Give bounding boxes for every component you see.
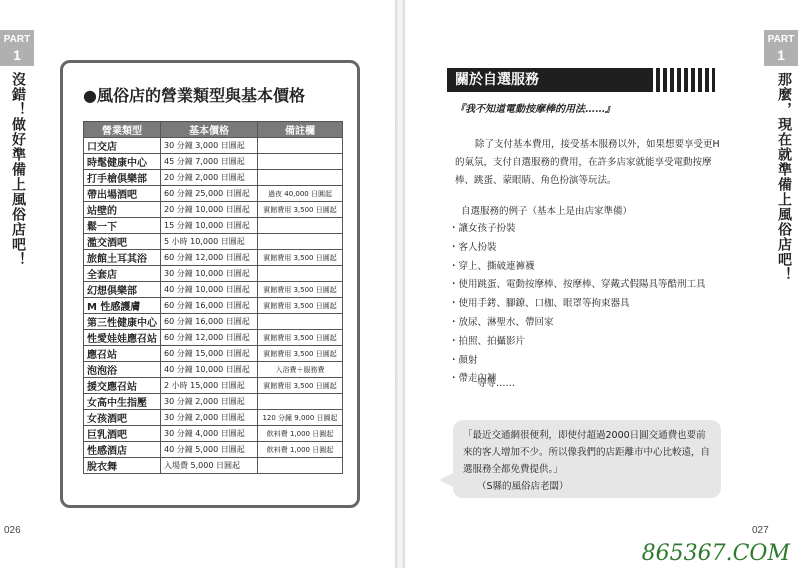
cell-note <box>258 314 343 330</box>
list-item: ・拍照、拍攝影片 <box>449 335 526 347</box>
cell-note: 賓館費用 3,500 日圓起 <box>258 202 343 218</box>
cell-price: 15 分鐘 10,000 日圓起 <box>161 218 258 234</box>
cell-price: 20 分鐘 2,000 日圓起 <box>161 170 258 186</box>
part-label: PART <box>3 34 31 45</box>
list-item: ・客人扮裝 <box>449 241 497 253</box>
table-row <box>84 426 343 442</box>
cell-type: 時髦健康中心 <box>84 154 161 170</box>
cell-type: 站壁的 <box>84 202 161 218</box>
cell-type: 巨乳酒吧 <box>84 426 161 442</box>
part-tab <box>0 30 34 66</box>
table-row <box>84 458 343 474</box>
cell-type: 泡泡浴 <box>84 362 161 378</box>
table-row <box>84 298 343 314</box>
side-title: 沒錯！做好準備上風俗店吧！ <box>10 72 26 267</box>
list-item: ・帶走內褲 <box>449 373 497 385</box>
cell-price: 5 小時 10,000 日圓起 <box>161 234 258 250</box>
right-page <box>405 0 800 568</box>
table-row <box>84 266 343 282</box>
table-row <box>84 234 343 250</box>
page-number: 027 <box>752 525 769 536</box>
cell-price: 30 分鐘 3,000 日圓起 <box>161 138 258 154</box>
examples-list <box>449 220 706 389</box>
title-stripes <box>649 68 715 92</box>
bubble-text: 「最近交通網很便利，即使付超過2000日圓交通費也要前來的客人增加不少。所以像我們的店距離市中心比較遠，自選服務全都免費提供。」 <box>463 430 711 475</box>
cell-note <box>258 394 343 410</box>
cell-price: 30 分鐘 2,000 日圓起 <box>161 394 258 410</box>
cell-price: 入場費 5,000 日圓起 <box>161 458 258 474</box>
cell-type: 援交應召站 <box>84 378 161 394</box>
cell-type: 第三性健康中心 <box>84 314 161 330</box>
table-header-row <box>84 122 343 138</box>
cell-note <box>258 234 343 250</box>
cell-type: 鬆一下 <box>84 218 161 234</box>
table-row <box>84 378 343 394</box>
examples-title: 自選服務的例子（基本上是由店家準備） <box>461 206 633 217</box>
cell-note: 賓館費用 3,500 日圓起 <box>258 250 343 266</box>
cell-note: 飲料費 1,000 日圓起 <box>258 442 343 458</box>
cell-type: 全套店 <box>84 266 161 282</box>
cell-type: 女高中生指壓 <box>84 394 161 410</box>
bubble-source: （S縣的風俗店老闆） <box>477 481 569 492</box>
cell-price: 60 分鐘 12,000 日圓起 <box>161 250 258 266</box>
page-number: 026 <box>4 525 21 536</box>
table-row <box>84 330 343 346</box>
cell-note <box>258 138 343 154</box>
header-note: 備註欄 <box>258 122 343 138</box>
list-item: ・讓女孩子扮裝 <box>449 223 516 234</box>
table-row <box>84 154 343 170</box>
cell-type: 性愛娃娃應召站 <box>84 330 161 346</box>
body-paragraph: 除了支付基本費用，接受基本服務以外，如果想要享受更H的氣氛，支付自選服務的費用，在許多店家就能享受電動按摩棒、跳蛋、蒙眼睛、角色扮演等玩法。 <box>455 139 720 186</box>
cell-price: 60 分鐘 25,000 日圓起 <box>161 186 258 202</box>
list-item: ・穿上、撕破連褲襪 <box>449 260 535 272</box>
table-row <box>84 250 343 266</box>
list-item: ・使用跳蛋、電動按摩棒、按摩棒、穿戴式假陽具等酷刑工具 <box>449 279 706 291</box>
cell-type: 打手槍俱樂部 <box>84 170 161 186</box>
cell-note: 入浴費＋服務費 <box>258 362 343 378</box>
cell-price: 30 分鐘 2,000 日圓起 <box>161 410 258 426</box>
cell-price: 40 分鐘 10,000 日圓起 <box>161 282 258 298</box>
table-row <box>84 442 343 458</box>
watermark: 865367.COM <box>641 541 790 566</box>
cell-note <box>258 458 343 474</box>
price-table <box>83 121 343 474</box>
cell-note: 賓館費用 3,500 日圓起 <box>258 282 343 298</box>
header-type: 營業類型 <box>84 122 161 138</box>
cell-note <box>258 154 343 170</box>
left-page <box>0 0 395 568</box>
part-tab <box>764 30 798 66</box>
list-item: ・顏射 <box>449 354 478 366</box>
price-box <box>60 60 360 508</box>
cell-type: M 性感護膚 <box>84 298 161 314</box>
cell-type: 脫衣舞 <box>84 458 161 474</box>
list-item: ・放尿、淋聖水、帶回家 <box>449 316 554 328</box>
table-row <box>84 362 343 378</box>
cell-price: 60 分鐘 12,000 日圓起 <box>161 330 258 346</box>
box-title: ●風俗店的營業類型與基本價格 <box>83 86 305 105</box>
cell-note: 120 分鐘 9,000 日圓起 <box>258 410 343 426</box>
cell-note <box>258 170 343 186</box>
cell-type: 旅館土耳其浴 <box>84 250 161 266</box>
cell-note <box>258 266 343 282</box>
cell-type: 性感酒店 <box>84 442 161 458</box>
cell-price: 2 小時 15,000 日圓起 <box>161 378 258 394</box>
side-title: 那麼，現在就準備上風俗店吧！ <box>776 72 792 282</box>
cell-price: 60 分鐘 15,000 日圓起 <box>161 346 258 362</box>
header-price: 基本價格 <box>161 122 258 138</box>
cell-price: 30 分鐘 4,000 日圓起 <box>161 426 258 442</box>
cell-price: 20 分鐘 10,000 日圓起 <box>161 202 258 218</box>
table-row <box>84 202 343 218</box>
cell-price: 60 分鐘 16,000 日圓起 <box>161 314 258 330</box>
part-number: 1 <box>777 47 785 63</box>
quote: 『我不知道電動按摩棒的用法……』 <box>455 104 615 115</box>
cell-type: 帶出場酒吧 <box>84 186 161 202</box>
table-row <box>84 346 343 362</box>
cell-price: 40 分鐘 10,000 日圓起 <box>161 362 258 378</box>
cell-price: 30 分鐘 10,000 日圓起 <box>161 266 258 282</box>
table-row <box>84 410 343 426</box>
cell-type: 幻想俱樂部 <box>84 282 161 298</box>
table-row <box>84 218 343 234</box>
examples-etc: 等等…… <box>477 378 516 389</box>
cell-price: 60 分鐘 16,000 日圓起 <box>161 298 258 314</box>
cell-price: 45 分鐘 7,000 日圓起 <box>161 154 258 170</box>
cell-note: 賓館費用 3,500 日圓起 <box>258 330 343 346</box>
table-row <box>84 394 343 410</box>
speech-bubble <box>453 420 721 498</box>
cell-note: 賓館費用 3,500 日圓起 <box>258 346 343 362</box>
cell-type: 口交店 <box>84 138 161 154</box>
cell-note <box>258 218 343 234</box>
section-title: 關於自選服務 <box>447 68 712 92</box>
list-item: ・使用手銬、腳鐐、口枷、眼罩等拘束器具 <box>449 298 630 310</box>
cell-type: 應召站 <box>84 346 161 362</box>
part-label: PART <box>767 34 795 45</box>
cell-price: 40 分鐘 5,000 日圓起 <box>161 442 258 458</box>
table-row <box>84 138 343 154</box>
table-row <box>84 282 343 298</box>
part-number: 1 <box>13 47 21 63</box>
table-row <box>84 314 343 330</box>
cell-note: 賓館費用 3,500 日圓起 <box>258 298 343 314</box>
cell-note: 過夜 40,000 日圓起 <box>258 186 343 202</box>
cell-type: 女孩酒吧 <box>84 410 161 426</box>
cell-note: 飲料費 1,000 日圓起 <box>258 426 343 442</box>
book-gutter <box>395 0 405 568</box>
table-row <box>84 170 343 186</box>
cell-type: 濫交酒吧 <box>84 234 161 250</box>
cell-note: 賓館費用 3,500 日圓起 <box>258 378 343 394</box>
table-row <box>84 186 343 202</box>
